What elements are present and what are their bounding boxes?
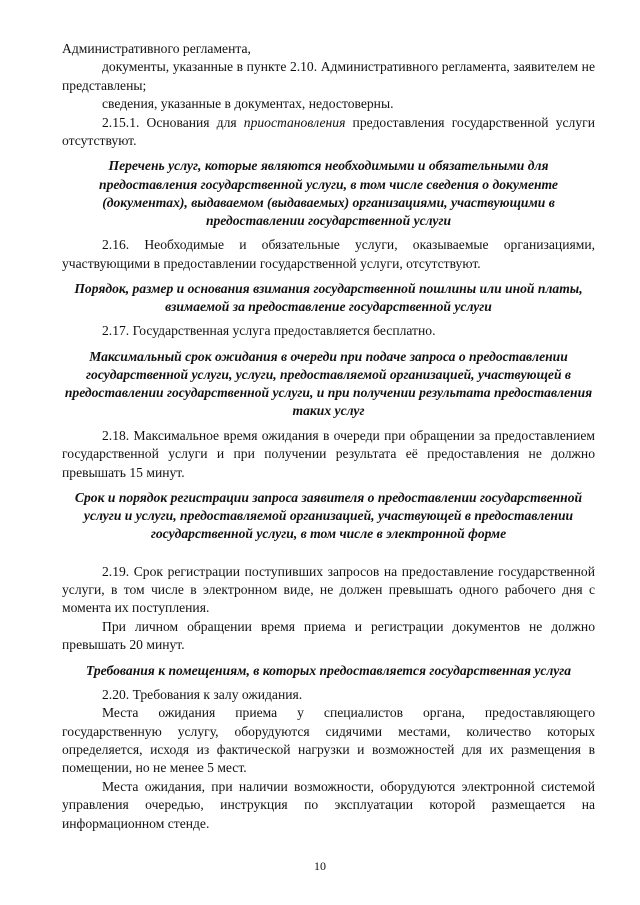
paragraph-2-15-1 <box>62 114 595 151</box>
section-heading-registration: Срок и порядок регистрации запроса заявителя о предоставлении государственной услуги и услуги, предоставляемой организацией, участвующей в предоставлении государственной услуги, в том числе в электронной форме <box>74 489 583 542</box>
paragraph-2-20: 2.20. Требования к залу ожидания. <box>102 686 303 702</box>
paragraph-info-invalid: сведения, указанные в документах, недостоверны. <box>102 96 394 112</box>
paragraph-2-19: 2.19. Срок регистрации поступивших запросов на предоставление государственной услуги, в том числе в электронном виде, не должен превышать одного рабочего дня с момента их поступления. <box>62 563 595 616</box>
paragraph-queue-system: Места ожидания, при наличии возможности, оборудуются электронной системой управления очередью, инструкция по эксплуатации которой размещается на информационном стенде. <box>62 778 595 831</box>
spacer <box>62 550 595 563</box>
section-heading-waiting-time: Максимальный срок ожидания в очереди при подаче запроса о предоставлении государственной услуги, услуги, предоставляемой организацией, участвующей в предоставлении государственной услуги, и при получении результата предоставления таких услуг <box>64 348 593 419</box>
section-heading-required-services: Перечень услуг, которые являются необходимыми и обязательными для предоставления государственной услуги, в том числе сведения о документе (документах), выдаваемом (выдаваемых) организациями, участвующими в предоставлении государственной услуги <box>99 158 558 229</box>
paragraph-personal-visit: При личном обращении время приема и регистрации документов не должно превышать 20 минут. <box>62 618 595 653</box>
text-span: 2.15.1. Основания для <box>102 114 244 130</box>
text-span: предоставления государственной услуги отсутствуют. <box>62 114 595 149</box>
paragraph-waiting-places: Места ожидания приема у специалистов органа, предоставляющего государственную услугу, оборудуются сидячими местами, количество которых определяется, исходя из фактической нагрузки и возможностей для их размещения в помещении, но не менее 5 мест. <box>62 705 595 776</box>
paragraph-documents-not-submitted: документы, указанные в пункте 2.10. Административного регламента, заявителем не представлены; <box>62 59 595 93</box>
paragraph-2-16: 2.16. Необходимые и обязательные услуги, оказываемые организациями, участвующими в предоставлении государственной услуги, отсутствуют. <box>62 237 595 271</box>
page-number: 10 <box>314 859 326 873</box>
document-page <box>62 40 595 833</box>
italic-term: приостановления <box>243 114 346 130</box>
paragraph-2-17: 2.17. Государственная услуга предоставляется бесплатно. <box>102 323 436 339</box>
section-heading-fee: Порядок, размер и основания взимания государственной пошлины или иной платы, взимаемой за предоставление государственной услуги <box>74 281 583 315</box>
section-heading-premises: Требования к помещениям, в которых предоставляется государственная услуга <box>85 662 572 678</box>
paragraph-2-18: 2.18. Максимальное время ожидания в очереди при обращении за предоставлением государственной услуги и при получении результата её предоставления не должно превышать 15 минут. <box>62 427 595 480</box>
paragraph-continuation: Административного регламента, <box>62 41 251 56</box>
